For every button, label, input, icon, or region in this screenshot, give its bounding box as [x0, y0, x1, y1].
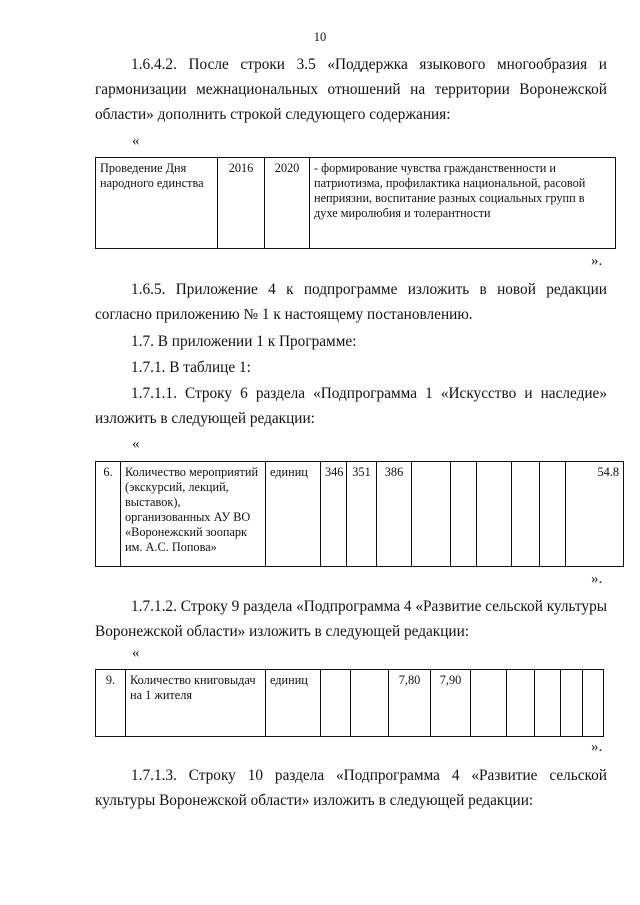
paragraph-line: 1.6.4.2. После строки 3.5 «Поддержка языкового многообразия и: [131, 56, 607, 73]
paragraph-1-7-1-2: [95, 594, 607, 644]
cell-unit: единиц: [266, 670, 321, 737]
cell-value: 346: [321, 462, 347, 567]
paragraph-1-7-1-3: [95, 763, 607, 813]
cell-value: [351, 670, 389, 737]
paragraph-1-7-1: 1.7.1. В таблице 1:: [131, 359, 251, 376]
paragraph-line: 1.7.1.2. Строку 9 раздела «Подпрограмма 4 «Развитие сельской культуры: [131, 598, 607, 615]
open-quote: «: [132, 436, 140, 452]
table-row-6: [95, 461, 624, 567]
cell-value: 386: [377, 462, 412, 567]
cell-value: 7,90: [431, 670, 471, 737]
table-row: [96, 158, 616, 249]
paragraph-1-6-4-2: [95, 52, 607, 127]
cell-event-name: Проведение Дня народного единства: [96, 158, 218, 249]
cell-value: 7,80: [389, 670, 431, 737]
paragraph-line: гармонизации межнациональных отношений на территории Воронежской: [95, 81, 607, 98]
cell-value: 54.8: [566, 462, 624, 567]
paragraph-line: 1.7.1.3. Строку 10 раздела «Подпрограмма 4 «Развитие сельской: [131, 767, 607, 784]
cell-year-end: 2020: [265, 158, 310, 249]
cell-value: [412, 462, 451, 567]
cell-value: [540, 462, 566, 567]
open-quote: «: [132, 133, 140, 149]
cell-value: [507, 670, 535, 737]
cell-row-number: 6.: [96, 462, 121, 567]
cell-year-start: 2016: [218, 158, 265, 249]
paragraph-line: культуры Воронежской области» изложить в следующей редакции:: [95, 792, 534, 809]
close-quote: ».: [591, 253, 603, 269]
table-nationality-day: [95, 157, 616, 249]
cell-description: - формирование чувства гражданственности и патриотизма, профилактика национальной, расовой неприязни, воспитание разных социальных групп в духе миролюбия и толерантности: [310, 158, 616, 249]
page-number: 10: [313, 30, 327, 44]
cell-unit: единиц: [266, 462, 321, 567]
cell-row-number: 9.: [96, 670, 126, 737]
cell-value: [477, 462, 512, 567]
cell-value: [561, 670, 583, 737]
paragraph-1-7: 1.7. В приложении 1 к Программе:: [131, 333, 357, 350]
cell-value: [535, 670, 561, 737]
cell-value: [583, 670, 604, 737]
close-quote: ».: [591, 571, 603, 587]
cell-value: [512, 462, 540, 567]
paragraph-line: 1.7.1.1. Строку 6 раздела «Подпрограмма 1 «Искусство и наследие»: [131, 385, 607, 402]
open-quote: «: [132, 645, 140, 661]
close-quote: ».: [591, 739, 603, 755]
cell-indicator-name: Количество книговыдач на 1 жителя: [126, 670, 266, 737]
table-row: [96, 670, 604, 737]
paragraph-line: изложить в следующей редакции:: [95, 410, 315, 427]
paragraph-line: 1.6.5. Приложение 4 к подпрограмме изложить в новой редакции: [131, 281, 607, 298]
paragraph-line: области» дополнить строкой следующего содержания:: [95, 106, 451, 123]
table-row-9: [95, 669, 604, 737]
cell-indicator-name: Количество мероприятий (экскурсий, лекций, выставок), организованных АУ ВО «Воронежский зоопарк им. А.С. Попова»: [121, 462, 266, 567]
cell-value: [471, 670, 507, 737]
table-row: [96, 462, 624, 567]
paragraph-1-6-5: [95, 277, 607, 327]
paragraph-line: Воронежской области» изложить в следующей редакции:: [95, 623, 470, 640]
cell-value: 351: [347, 462, 377, 567]
cell-value: [451, 462, 477, 567]
cell-value: [321, 670, 351, 737]
paragraph-1-7-1-1: [95, 381, 607, 431]
paragraph-line: согласно приложению № 1 к настоящему постановлению.: [95, 306, 473, 323]
